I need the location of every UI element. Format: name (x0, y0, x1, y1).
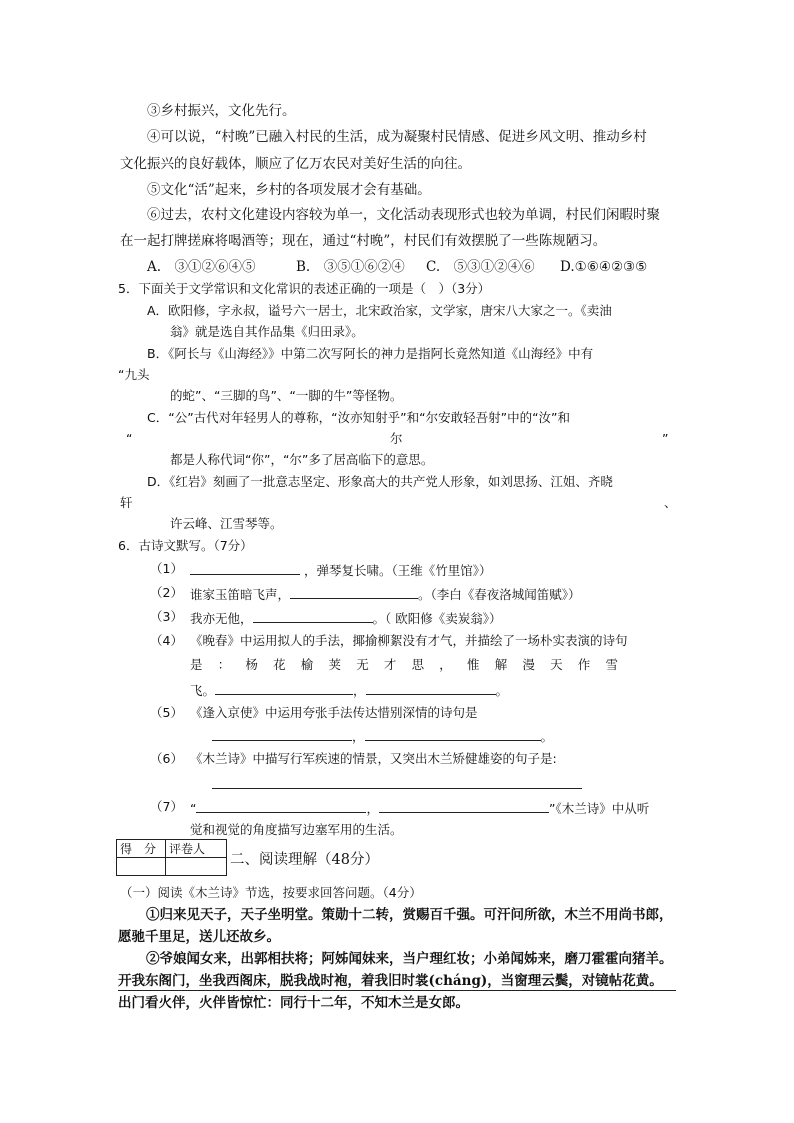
passage-sentence-4-line2: 文化振兴的良好载体，顺应了亿万农民对美好生活的向往。 (120, 156, 471, 172)
q6-item-3-text: 我亦无他， (190, 611, 253, 626)
q6-item-7-line2: 觉和视觉的角度描写边塞军用的生活。 (190, 822, 403, 837)
q5-option-d-comma: 、 (664, 495, 677, 510)
q5-option-c-line1: C．“公”古代对年轻男人的尊称，“汝亦知射乎”和“尔安敢轻吾射”中的“汝”和 (147, 410, 571, 425)
period: 。 (495, 683, 509, 698)
q5-option-c-er: 尔 (390, 431, 403, 446)
q6-stem: 6．古诗文默写。（7分） (118, 538, 253, 553)
q6-item-3-source: 。（ 欧阳修《卖炭翁》） (372, 611, 502, 626)
q6-item-7-line1 (190, 798, 649, 818)
answer-blank[interactable] (253, 608, 373, 623)
q6-item-2 (190, 584, 581, 604)
score-cell[interactable] (117, 858, 166, 876)
q6-item-2-source: 。（李白《春夜洛城闻笛赋》） (418, 587, 581, 602)
section-2-title: 二、阅读理解（48分） (230, 852, 379, 868)
q5-option-b-line1: B．《阿长与《山海经》》中第二次写阿长的神力是指阿长竟然知道《山海经》中有 (147, 346, 594, 361)
answer-blank[interactable] (215, 680, 353, 695)
answer-blank[interactable] (196, 798, 366, 813)
reading-paragraph-2-line1: ②爷娘闻女来，出郭相扶将；阿姊闻妹来，当户理红妆；小弟闻姊来，磨刀霍霍向猪羊。 (146, 951, 673, 967)
q6-item-2-text: 谁家玉笛暗飞声， (190, 587, 291, 602)
answer-blank[interactable] (290, 584, 418, 599)
q6-item-4-line2: 是：杨花榆荚无才思，惟解漫天作雪 (190, 657, 618, 672)
q6-item-1-text: ，弹琴复长啸。（王维《竹里馆》） (303, 563, 492, 578)
q6-item-5-number: （5） (150, 705, 183, 720)
period: 。 (540, 729, 554, 744)
q4-option-d: D.①⑥④②③⑤ (560, 259, 648, 275)
q6-item-4-line3 (190, 680, 508, 700)
q6-item-7-number: （7） (150, 799, 183, 814)
reading-paragraph-1-line1: ①归来见天子，天子坐明堂。策勋十二转，赏赐百千强。可汗问所欲，木兰不用尚书郎， (146, 907, 673, 923)
q6-item-1-number: （1） (150, 561, 183, 576)
q6-item-1 (190, 560, 492, 580)
q4-option-a: A. ③①②⑥④⑤ (147, 259, 256, 275)
q5-option-b-line2: 的蛇”、“三脚的鸟”、“一脚的牛”等怪物。 (170, 388, 403, 403)
answer-blank[interactable] (212, 774, 582, 789)
q5-option-c-line2: 都是人称代词“你”，“尔”多了居高临下的意思。 (170, 452, 434, 467)
q5-option-d-wrap: 轩 (120, 495, 133, 510)
q6-item-6-answer (212, 774, 582, 794)
answer-blank[interactable] (379, 798, 549, 813)
answer-blank[interactable] (365, 726, 541, 741)
answer-blank[interactable] (212, 726, 352, 741)
comma: ， (366, 801, 379, 816)
q5-option-a-line1: A．欧阳修，字永叔，谥号六一居士，北宋政治家，文学家，唐宋八大家之一。《卖油 (147, 303, 612, 318)
passage-sentence-5: ⑤文化“活”起来，乡村的各项发展才会有基础。 (147, 182, 431, 198)
reviewer-label: 评卷人 (166, 840, 227, 858)
q6-item-5-answer (212, 726, 553, 746)
q6-item-6-text: 《木兰诗》中描写行军疾速的情景，又突出木兰矫健雄姿的句子是: (190, 751, 557, 766)
q5-option-d-line1: D．《红岩》刻画了一批意志坚定、形象高大的共产党人形象，如刘思扬、江姐、齐晓 (147, 474, 613, 489)
q5-stem: 5．下面关于文学常识和文化常识的表述正确的一项是（ ）（3分） (118, 281, 491, 296)
passage-sentence-3: ③乡村振兴，文化先行。 (147, 103, 296, 119)
passage-sentence-6-line2: 在一起打牌搓麻将喝酒等；现在，通过“村晚”，村民们有效摆脱了一些陈规陋习。 (120, 233, 607, 249)
q4-option-c: C. ⑤③①②④⑥ (426, 259, 535, 275)
reading-paragraph-2-line2: 开我东阁门，坐我西阁床，脱我战时袍，着我旧时裳(cháng)，当窗理云鬓，对镜帖花黄。 (118, 972, 676, 991)
q6-item-7-text: ”《木兰诗》中从听 (549, 801, 650, 816)
passage-sentence-4-line1: ④可以说，“村晚”已融入村民的生活，成为凝聚村民情感、促进乡风文明、推动乡村 (147, 129, 647, 145)
reading-paragraph-2-line3: 出门看火伴，火伴皆惊忙：同行十二年，不知木兰是女郎。 (118, 995, 469, 1011)
reviewer-cell[interactable] (166, 858, 227, 876)
answer-blank[interactable] (366, 680, 496, 695)
q5-option-c-quote-right: ” (662, 431, 669, 446)
reading-paragraph-1-line2: 愿驰千里足，送儿还故乡。 (118, 929, 280, 945)
q6-item-6-number: （6） (150, 751, 183, 766)
q5-option-b-wrap: “九头 (118, 367, 150, 382)
q6-item-3-number: （3） (150, 609, 183, 624)
comma: ， (353, 683, 366, 698)
q6-item-2-number: （2） (150, 585, 183, 600)
q4-option-b: B. ③⑤①⑥②④ (296, 259, 405, 275)
q5-option-d-line2: 许云峰、江雪琴等。 (170, 516, 283, 531)
reading-intro: （一）阅读《木兰诗》节选，按要求回答问题。（4分） (120, 885, 422, 900)
passage-sentence-6-line1: ⑥过去，农村文化建设内容较为单一，文化活动表现形式也较为单调，村民们闲暇时聚 (147, 207, 660, 223)
q5-option-c-quote-left: “ (126, 431, 133, 446)
open-quote: “ (190, 801, 197, 816)
score-label: 得 分 (117, 840, 166, 858)
q6-item-4-line1: 《晚春》中运用拟人的手法，揶揄柳絮没有才气，并描绘了一场朴实表演的诗句 (190, 633, 628, 648)
q6-item-4-number: （4） (150, 633, 183, 648)
answer-blank[interactable] (190, 560, 300, 575)
q6-item-3 (190, 608, 502, 628)
comma: ， (352, 729, 365, 744)
q5-option-a-line2: 翁》就是选自其作品集《归田录》。 (170, 324, 364, 339)
q6-item-5-text: 《逢入京使》中运用夸张手法传达惜别深情的诗句是 (190, 705, 478, 720)
q6-item-4-text: 飞。 (190, 683, 216, 698)
score-box (116, 839, 227, 876)
